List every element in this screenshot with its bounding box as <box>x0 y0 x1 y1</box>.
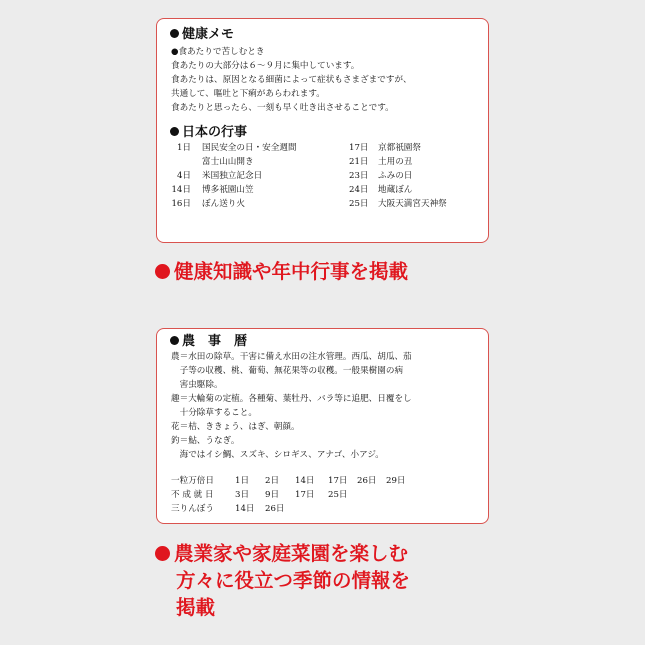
calendar-day: 17日 <box>328 476 348 486</box>
calendar-day: 26日 <box>357 476 377 486</box>
event-day: 14日 <box>171 185 191 195</box>
farm-line: 花＝桔、ききょう、はぎ、朝顔。 <box>171 422 300 432</box>
farm-line: 趣＝大輪菊の定植。各種菊、葉牡丹、バラ等に追肥、日覆をし <box>171 394 412 404</box>
event-day: 24日 <box>349 185 369 195</box>
bullet-icon <box>170 336 179 345</box>
bullet-icon <box>170 29 179 38</box>
health-line: 食あたりの大部分は６～９月に集中しています。 <box>171 61 360 71</box>
farm-line: 農＝水田の除草。干害に備え水田の注水管理。西瓜、胡瓜、茄 <box>171 352 412 362</box>
event-name: 米国独立記念日 <box>202 171 263 181</box>
calendar-label: 三りんぼう <box>171 504 214 514</box>
event-name: 地蔵ぼん <box>378 185 413 195</box>
event-name: 大阪天満宮天神祭 <box>378 199 447 209</box>
health-memo-heading: 健康メモ <box>170 27 234 43</box>
event-name: ふみの日 <box>378 171 413 181</box>
farm-line: 十分除草すること。 <box>171 408 257 418</box>
red-bullet-icon <box>155 546 170 561</box>
event-name: 富士山山開き <box>202 157 254 167</box>
promo-line: 掲載 <box>176 596 216 619</box>
farm-heading: 農 事 暦 <box>170 334 247 350</box>
calendar-day: 14日 <box>295 476 315 486</box>
calendar-day: 25日 <box>328 490 348 500</box>
farm-line: 子等の収穫、桃、葡萄、無花果等の収穫。一般果樹園の病 <box>171 366 404 376</box>
event-day: 1日 <box>176 143 191 153</box>
calendar-day: 2日 <box>265 476 280 486</box>
calendar-day: 26日 <box>265 504 285 514</box>
calendar-label: 不 成 就 日 <box>171 490 214 500</box>
calendar-day: 14日 <box>235 504 255 514</box>
calendar-label: 一粒万倍日 <box>171 476 214 486</box>
events-heading: 日本の行事 <box>170 125 247 141</box>
event-name: 博多祇園山笠 <box>202 185 254 195</box>
calendar-day: 29日 <box>386 476 406 486</box>
farm-line: 海ではイシ鯛、スズキ、シロギス、アナゴ、小アジ。 <box>171 450 384 460</box>
health-line: 食あたりと思ったら、一刻も早く吐き出させることです。 <box>171 103 394 113</box>
event-name: 土用の丑 <box>378 157 413 167</box>
event-name: ぼん送り火 <box>202 199 245 209</box>
bullet-icon <box>170 127 179 136</box>
promo-line: 方々に役立つ季節の情報を <box>176 569 411 592</box>
event-day: 25日 <box>349 199 369 209</box>
promo-line: 農業家や家庭菜園を楽しむ <box>155 540 410 567</box>
event-day: 23日 <box>349 171 369 181</box>
health-line: 食あたりは、原因となる細菌によって症状もさまざまですが、 <box>171 75 412 85</box>
red-bullet-icon <box>155 264 170 279</box>
event-name: 京都祇園祭 <box>378 143 421 153</box>
calendar-day: 3日 <box>235 490 250 500</box>
event-day: 4日 <box>176 171 191 181</box>
promo-caption-2 <box>155 540 410 621</box>
calendar-day: 1日 <box>235 476 250 486</box>
farm-line: 害虫駆除。 <box>171 380 223 390</box>
event-day: 21日 <box>349 157 369 167</box>
health-line: 共通して、嘔吐と下痢があらわれます。 <box>171 89 325 99</box>
health-line: ●食あたりで苦しむとき <box>171 47 265 57</box>
farm-almanac-card <box>156 328 489 524</box>
event-day: 16日 <box>171 199 191 209</box>
calendar-day: 9日 <box>265 490 280 500</box>
health-events-card <box>156 18 489 243</box>
promo-caption-1: 健康知識や年中行事を掲載 <box>155 258 408 285</box>
event-day: 17日 <box>349 143 369 153</box>
event-name: 国民安全の日・安全週間 <box>202 143 297 153</box>
farm-line: 釣＝鮎、うなぎ。 <box>171 436 240 446</box>
calendar-day: 17日 <box>295 490 315 500</box>
